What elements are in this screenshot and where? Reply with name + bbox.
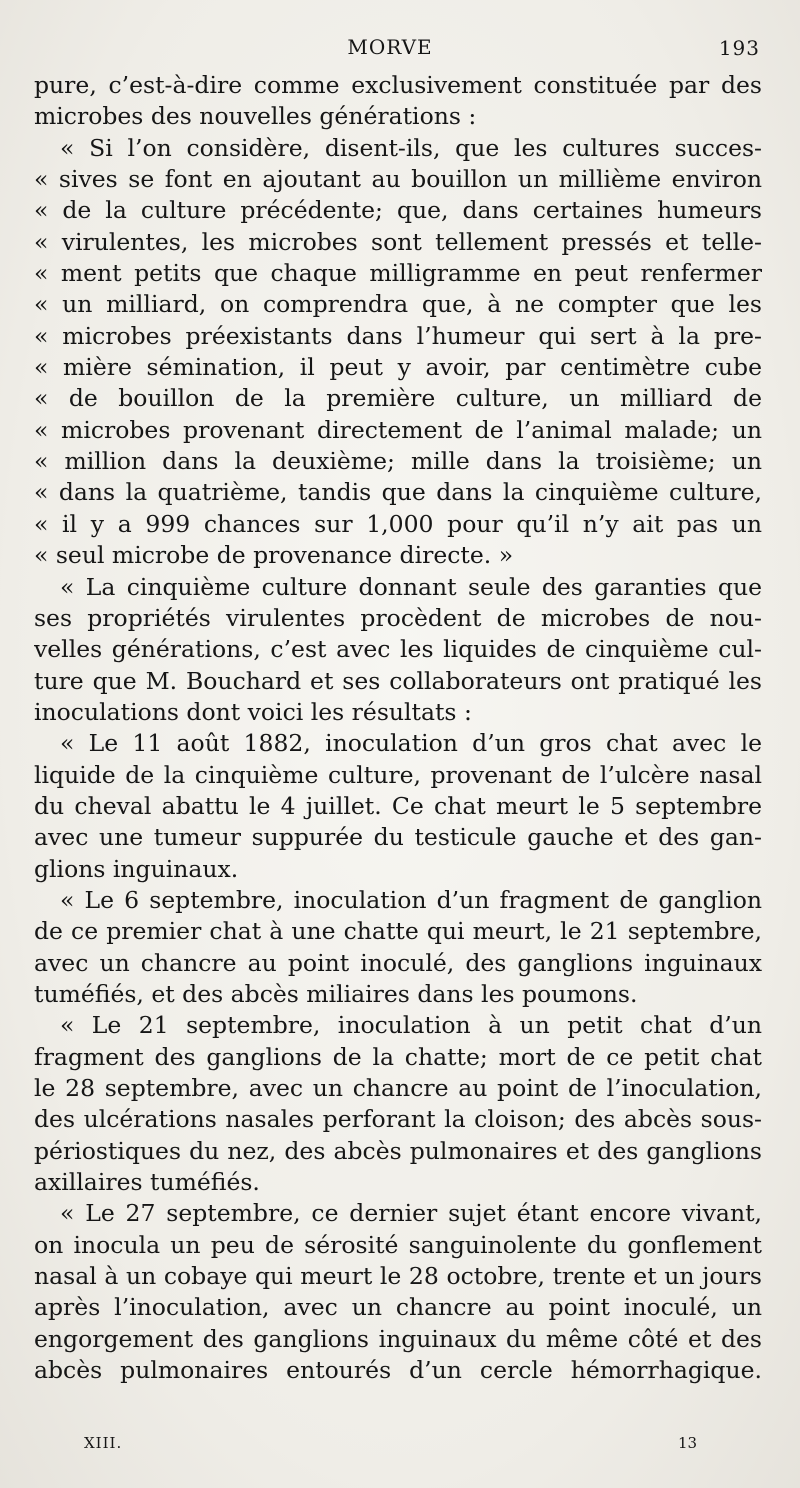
text-line: « mière sémination, il peut y avoir, par centimètre cube — [34, 353, 762, 382]
text-line: microbes des nouvelles générations : — [34, 102, 477, 131]
text-line: « Le 11 août 1882, inoculation d’un gros chat avec le — [60, 729, 762, 758]
text-line: « La cinquième culture donnant seule des garanties que — [60, 572, 762, 601]
text-line: « sives se font en ajoutant au bouillon un millième environ — [34, 165, 762, 194]
text-line: avec une tumeur suppurée du testicule gauche et des gan- — [34, 823, 762, 852]
text-line: « microbes provenant directement de l’animal malade; un — [34, 415, 762, 444]
text-line: ses propriétés virulentes procèdent de microbes de nou- — [34, 603, 762, 632]
text-line: « Le 6 septembre, inoculation d’un fragment de ganglion — [60, 885, 762, 914]
text-line: périostiques du nez, des abcès pulmonaires et des ganglions — [34, 1136, 762, 1165]
text-line: tuméfiés, et des abcès miliaires dans les poumons. — [34, 979, 638, 1008]
text-line: glions inguinaux. — [34, 854, 239, 883]
running-title: MORVE — [347, 35, 433, 59]
text-line: ture que M. Bouchard et ses collaborateurs ont pratiqué les — [34, 666, 762, 695]
text-line: « Le 21 septembre, inoculation à un petit chat d’un — [60, 1011, 762, 1040]
text-line: « virulentes, les microbes sont tellement pressés et telle- — [34, 227, 762, 256]
text-line: le 28 septembre, avec un chancre au point de l’inoculation, — [34, 1074, 762, 1102]
running-head — [0, 32, 800, 62]
text-line: liquide de la cinquième culture, provenant de l’ulcère nasal — [34, 760, 762, 789]
text-line: nasal à un cobaye qui meurt le 28 octobre, trente et un jours — [34, 1262, 762, 1291]
text-line: après l’inoculation, avec un chancre au point inoculé, un — [34, 1293, 762, 1322]
signature-mark: XIII. — [84, 1434, 123, 1452]
text-line: « million dans la deuxième; mille dans la troisième; un — [34, 447, 762, 476]
text-line: engorgement des ganglions inguinaux du même côté et des — [34, 1324, 762, 1353]
body-text — [34, 70, 762, 1386]
text-line: inoculations dont voici les résultats : — [34, 697, 472, 726]
text-line: du cheval abattu le 4 juillet. Ce chat meurt le 5 septembre — [34, 791, 762, 820]
text-line: « microbes préexistants dans l’humeur qui sert à la pre- — [34, 321, 762, 350]
text-line: « un milliard, on comprendra que, à ne compter que les — [34, 290, 762, 319]
text-line: « seul microbe de provenance directe. » — [34, 541, 514, 570]
text-line: « Le 27 septembre, ce dernier sujet étant encore vivant, — [60, 1199, 762, 1228]
text-line: velles générations, c’est avec les liquides de cinquième cul- — [34, 635, 762, 664]
text-line: des ulcérations nasales perforant la cloison; des abcès sous- — [34, 1105, 762, 1134]
text-line: pure, c’est-à-dire comme exclusivement constituée par des — [34, 71, 762, 99]
text-line: « Si l’on considère, disent-ils, que les cultures succes- — [60, 133, 762, 162]
text-line: « de bouillon de la première culture, un milliard de — [34, 384, 762, 413]
text-line: « de la culture précédente; que, dans certaines humeurs — [34, 196, 762, 225]
text-line: avec un chancre au point inoculé, des ganglions inguinaux — [34, 948, 762, 977]
text-line: axillaires tuméfiés. — [34, 1168, 260, 1197]
text-line: « il y a 999 chances sur 1,000 pour qu’il n’y ait pas un — [34, 509, 762, 538]
text-line: on inocula un peu de sérosité sanguinolente du gonflement — [34, 1230, 762, 1259]
text-line: fragment des ganglions de la chatte; mort de ce petit chat — [34, 1042, 762, 1071]
sheet-number: 13 — [678, 1434, 698, 1452]
text-line: abcès pulmonaires entourés d’un cercle hémorrhagique. — [34, 1356, 762, 1385]
text-line: de ce premier chat à une chatte qui meurt, le 21 septembre, — [34, 917, 762, 946]
text-line: « dans la quatrième, tandis que dans la cinquième culture, — [34, 478, 762, 507]
page-number: 193 — [718, 36, 760, 60]
text-line: « ment petits que chaque milligramme en peut renfermer — [34, 259, 762, 288]
